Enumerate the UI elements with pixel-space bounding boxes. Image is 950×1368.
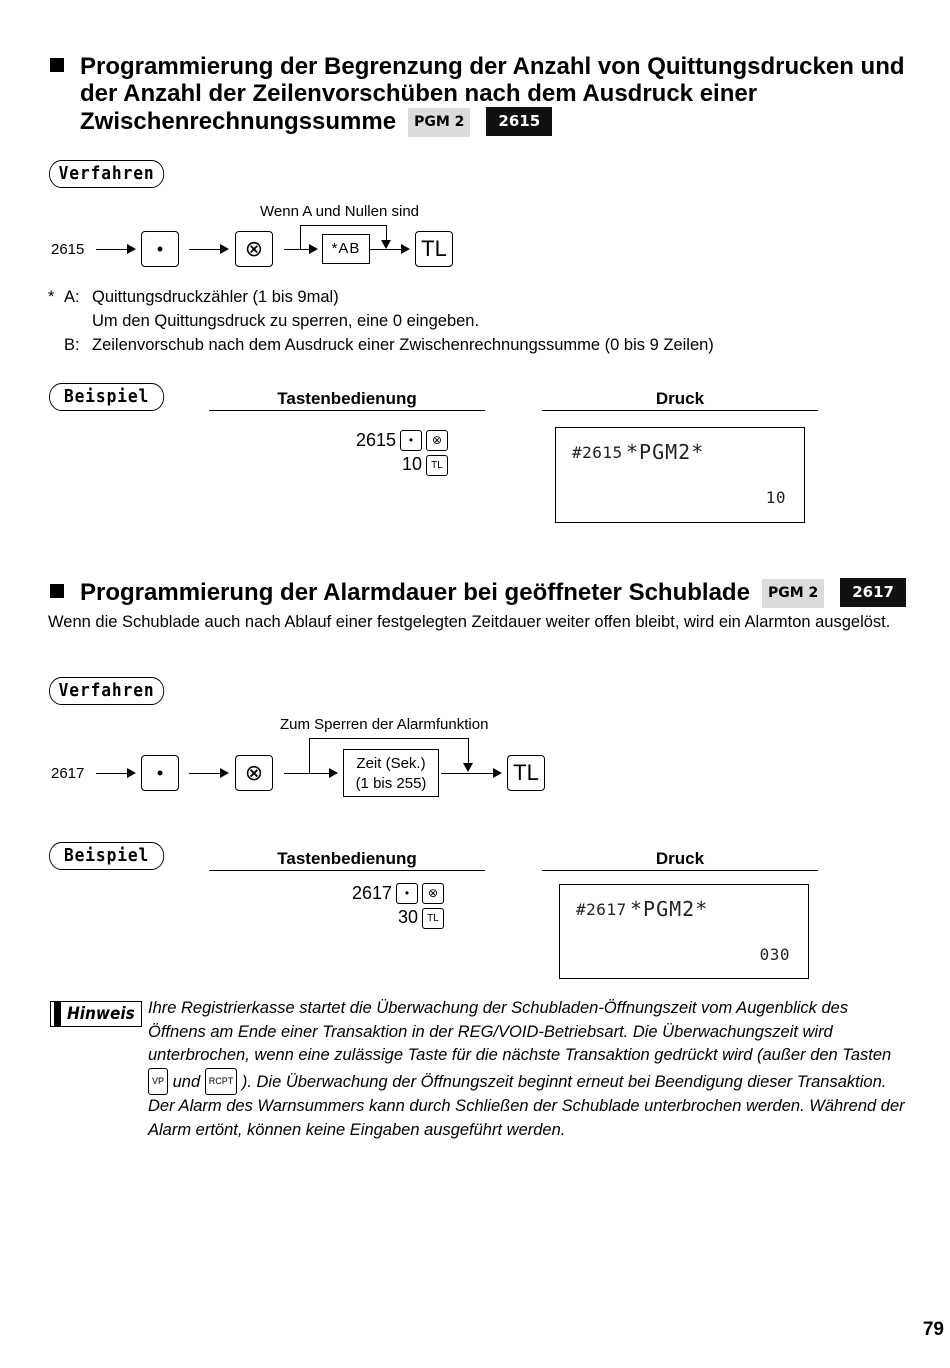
hinweis-text-part2: ). Die Überwachung der Öffnungszeit beginnt erneut bei Beendigung dieser Transaktion. Der Alarm des Warnsummers kann durch Schließen der Schublade unterbrochen werden. Während der Alarm ertönt, können keine Eingaben ausgeführt werden.	[148, 1072, 905, 1139]
print-header: Druck	[542, 388, 818, 411]
receipt-mode: *PGM2*	[626, 440, 705, 464]
multiply-mini-key: ⊗	[426, 430, 448, 451]
flow-arrow	[284, 249, 316, 250]
keys-line1: 2617	[351, 883, 392, 903]
bypass-line	[300, 225, 301, 249]
decimal-point-key: •	[141, 231, 179, 267]
multiply-key: ⊗	[235, 231, 273, 267]
note-star: *	[48, 288, 55, 306]
procedure-label: Verfahren	[49, 160, 164, 188]
flow-arrow	[370, 249, 408, 250]
note-a-text: Quittungsdruckzähler (1 bis 9mal)	[92, 288, 339, 306]
flow-arrow	[96, 773, 134, 774]
section2-title-text: Programmierung der Alarmdauer bei geöffneter Schublade	[80, 579, 750, 606]
note-a-text2: Um den Quittungsdruck zu sperren, eine 0 eingeben.	[92, 312, 480, 330]
note-a-label: A:	[64, 288, 80, 306]
notes-block	[48, 285, 928, 357]
section1-title-line1: Programmierung der Begrenzung der Anzahl von Quittungsdrucken und	[80, 53, 905, 80]
mode-badge: PGM 2	[762, 579, 824, 608]
note-b-label: B:	[64, 336, 80, 354]
decimal-point-key: •	[141, 755, 179, 791]
keys-line1: 2615	[355, 430, 396, 450]
keys-line2: 30	[397, 907, 418, 927]
rcpt-key: RCPT	[205, 1068, 238, 1096]
bypass-arrow	[463, 763, 473, 772]
hinweis-text-part1: Ihre Registrierkasse startet die Überwachung der Schubladen-Öffnungszeit vom Augenblick des Öffnens am Ende einer Transaktion in der REG/VOID-Betriebsart. Die Überwachungszeit wird unterbrochen, wenn eine zulässige Taste für die nächste Transaktion gedrückt wird (außer den Tasten	[148, 999, 892, 1064]
receipt-code: #2617	[576, 900, 627, 919]
page-number: 79	[922, 1319, 944, 1340]
tl-key: TL	[507, 755, 545, 791]
input-line2: (1 bis 255)	[355, 775, 427, 792]
hinweis-label: Hinweis	[50, 1001, 142, 1027]
tl-key: TL	[415, 231, 453, 267]
keys-sequence	[300, 428, 448, 476]
flow-start-code: 2615	[51, 241, 85, 258]
section2-intro: Wenn die Schublade auch nach Ablauf einer festgelegten Zeitdauer weiter offen bleibt, wird ein Alarmton ausgelöst.	[48, 613, 891, 631]
flow-start-code: 2617	[51, 765, 85, 782]
vp-key: VP	[148, 1068, 168, 1096]
bullet-square-icon	[50, 58, 64, 72]
section1-title-line3: Zwischenrechnungssumme	[80, 108, 397, 135]
bypass-line	[309, 738, 310, 773]
example-label: Beispiel	[49, 842, 164, 870]
input-box-label: *AB	[331, 240, 361, 257]
keys-sequence	[296, 881, 444, 929]
receipt-mode: *PGM2*	[630, 897, 709, 921]
multiply-key: ⊗	[235, 755, 273, 791]
code-badge: 2617	[840, 578, 906, 607]
keys-header: Tastenbedienung	[209, 388, 485, 411]
receipt-code: #2615	[572, 443, 623, 462]
dot-mini-key: •	[396, 883, 418, 904]
hinweis-text	[148, 997, 908, 1142]
section1-title	[50, 53, 920, 137]
flow-arrow	[96, 249, 134, 250]
receipt-value: 030	[759, 945, 790, 964]
print-header: Druck	[542, 848, 818, 871]
bullet-square-icon	[50, 584, 64, 598]
flow-arrow	[284, 773, 336, 774]
bypass-line	[309, 738, 468, 739]
input-box	[343, 749, 439, 797]
bypass-line	[386, 225, 387, 241]
flow-arrow	[441, 773, 500, 774]
mode-badge: PGM 2	[408, 108, 470, 137]
keys-line2: 10	[401, 454, 422, 474]
bypass-line	[300, 225, 386, 226]
tl-mini-key: TL	[422, 908, 444, 929]
receipt	[555, 427, 805, 523]
bypass-label: Wenn A und Nullen sind	[260, 203, 420, 220]
code-badge: 2615	[486, 107, 552, 136]
keys-header: Tastenbedienung	[209, 848, 485, 871]
tl-mini-key: TL	[426, 455, 448, 476]
flow-arrow	[189, 249, 227, 250]
dot-mini-key: •	[400, 430, 422, 451]
flow-arrow	[189, 773, 227, 774]
input-line1: Zeit (Sek.)	[356, 755, 426, 772]
bypass-line	[468, 738, 469, 764]
section1-title-line2: der Anzahl der Zeilenvorschüben nach dem Ausdruck einer	[80, 80, 758, 107]
input-box	[322, 234, 370, 264]
section2-title	[50, 578, 930, 608]
multiply-mini-key: ⊗	[422, 883, 444, 904]
hinweis-und: und	[172, 1072, 201, 1091]
procedure-label: Verfahren	[49, 677, 164, 705]
example-label: Beispiel	[49, 383, 164, 411]
receipt	[559, 884, 809, 979]
bypass-label: Zum Sperren der Alarmfunktion	[280, 716, 489, 733]
receipt-value: 10	[765, 488, 786, 507]
note-b-text: Zeilenvorschub nach dem Ausdruck einer Zwischenrechnungssumme (0 bis 9 Zeilen)	[92, 336, 714, 354]
bypass-arrow	[381, 240, 391, 249]
